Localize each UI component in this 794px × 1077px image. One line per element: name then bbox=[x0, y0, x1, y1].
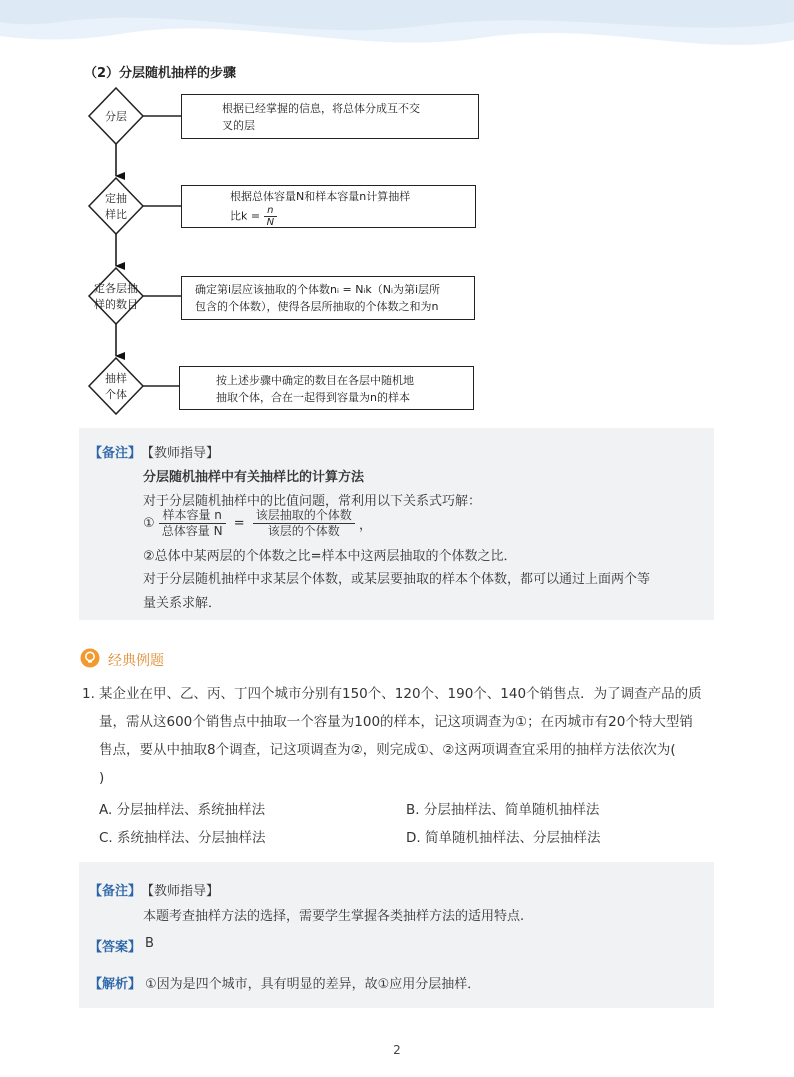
note1-fraction-2-num: 该层抽取的个体数 bbox=[253, 508, 355, 524]
flow-label-2a: 定抽 bbox=[105, 192, 127, 205]
flow-box-3-line-2: 包含的个体数），使得各层所抽取的个体数之和为n bbox=[195, 300, 439, 313]
note2-subtag: 【教师指导】 bbox=[141, 884, 220, 899]
flow-label-4b: 个体 bbox=[105, 388, 127, 401]
note1-formula-prefix: ① bbox=[143, 516, 155, 531]
note1-para-line-1: 对于分层随机抽样中求某层个体数，或某层要抽取的样本个体数，都可以通过上面两个等 bbox=[143, 572, 651, 587]
flow-box-2 bbox=[181, 185, 476, 228]
section-title: （2）分层随机抽样的步骤 bbox=[84, 66, 237, 81]
option-d[interactable]: D. 简单随机抽样法、分层抽样法 bbox=[406, 830, 601, 846]
flow-box-2-line-1: 根据总体容量N和样本容量n计算抽样 bbox=[230, 190, 411, 203]
question-number: 1. bbox=[82, 686, 95, 702]
flow-box-1-line-1: 根据已经掌握的信息，将总体分成互不交 bbox=[222, 102, 420, 115]
question-line-3: 售点，要从中抽取8个调查，记这项调查为②，则完成①、②这两项调查宜采用的抽样方法依次为( bbox=[99, 742, 676, 758]
question-line-4: ) bbox=[99, 770, 105, 786]
question-line-1: 某企业在甲、乙、丙、丁四个城市分别有150个、120个、190个、140个销售点．为了调查产品的质 bbox=[99, 686, 702, 702]
note1-fraction-2 bbox=[253, 508, 355, 539]
flow-diamond-4 bbox=[89, 358, 143, 414]
flow-box-3-line-1: 确定第i层应该抽取的个体数nᵢ = Nᵢk（Nᵢ为第i层所 bbox=[195, 283, 441, 296]
flow-box-2-ratio-numerator: n bbox=[264, 205, 277, 217]
flow-box-2-ratio-prefix: 比k = bbox=[230, 209, 264, 223]
note1-formula-suffix: ， bbox=[358, 518, 372, 533]
note1-subtag: 【教师指导】 bbox=[141, 446, 220, 461]
option-c[interactable]: C. 系统抽样法、分层抽样法 bbox=[99, 830, 266, 846]
note1-tag: 【备注】 bbox=[89, 446, 142, 461]
flow-box-4 bbox=[179, 366, 474, 410]
note2-text: 本题考查抽样方法的选择，需要学生掌握各类抽样方法的适用特点. bbox=[143, 909, 525, 924]
flow-label-4a: 抽样 bbox=[105, 372, 127, 385]
note-block-2 bbox=[79, 862, 714, 1008]
flow-box-4-line-1: 按上述步骤中确定的数目在各层中随机地 bbox=[216, 374, 414, 387]
flow-label-3b: 样的数目 bbox=[94, 298, 138, 311]
flow-diamond-2 bbox=[89, 178, 143, 234]
flow-label-2b: 样比 bbox=[105, 208, 127, 221]
note1-heading: 分层随机抽样中有关抽样比的计算方法 bbox=[143, 470, 365, 485]
examples-section-title: 经典例题 bbox=[108, 653, 164, 669]
note1-intro: 对于分层随机抽样中的比值问题，常利用以下关系式巧解： bbox=[143, 494, 482, 509]
analysis-text: ①因为是四个城市，具有明显的差异，故①应用分层抽样． bbox=[145, 977, 481, 992]
note1-item-2: ②总体中某两层的个体数之比=样本中这两层抽取的个体数之比． bbox=[143, 549, 517, 564]
answer-value: B bbox=[145, 936, 154, 951]
flow-box-2-ratio-denominator: N bbox=[266, 217, 275, 228]
note1-fraction-1 bbox=[159, 508, 226, 539]
analysis-tag: 【解析】 bbox=[89, 977, 142, 992]
question-line-2: 量，需从这600个销售点中抽取一个容量为100的样本，记这项调查为①；在丙城市有20个特大型销 bbox=[99, 714, 693, 730]
flow-box-3 bbox=[181, 276, 475, 320]
flow-box-4-line-2: 抽取个体，合在一起得到容量为n的样本 bbox=[216, 391, 410, 404]
note1-fraction-1-num: 样本容量 n bbox=[159, 508, 226, 524]
note2-tag: 【备注】 bbox=[89, 884, 142, 899]
flow-diamond-3 bbox=[89, 268, 143, 324]
flow-box-2-line-2 bbox=[230, 205, 475, 228]
page-number: 2 bbox=[393, 1043, 401, 1057]
flow-box-1-line-2: 叉的层 bbox=[222, 119, 255, 132]
option-b[interactable]: B. 分层抽样法、简单随机抽样法 bbox=[406, 802, 600, 818]
note1-fraction-1-den: 总体容量 N bbox=[161, 524, 223, 538]
note1-equals: = bbox=[233, 516, 245, 531]
note1-fraction-2-den: 该层的个体数 bbox=[267, 524, 340, 538]
lightbulb-icon bbox=[80, 648, 100, 668]
note1-para-line-2: 量关系求解． bbox=[143, 596, 222, 611]
note1-formula-1 bbox=[143, 508, 372, 544]
flow-box-2-ratio-fraction bbox=[264, 205, 277, 228]
note-block-1 bbox=[79, 428, 714, 620]
flow-label-3a: 定各层抽 bbox=[94, 282, 138, 295]
flow-box-1 bbox=[181, 94, 479, 139]
answer-tag: 【答案】 bbox=[89, 940, 142, 955]
option-a[interactable]: A. 分层抽样法、系统抽样法 bbox=[99, 802, 266, 818]
flow-label-1: 分层 bbox=[105, 110, 127, 123]
